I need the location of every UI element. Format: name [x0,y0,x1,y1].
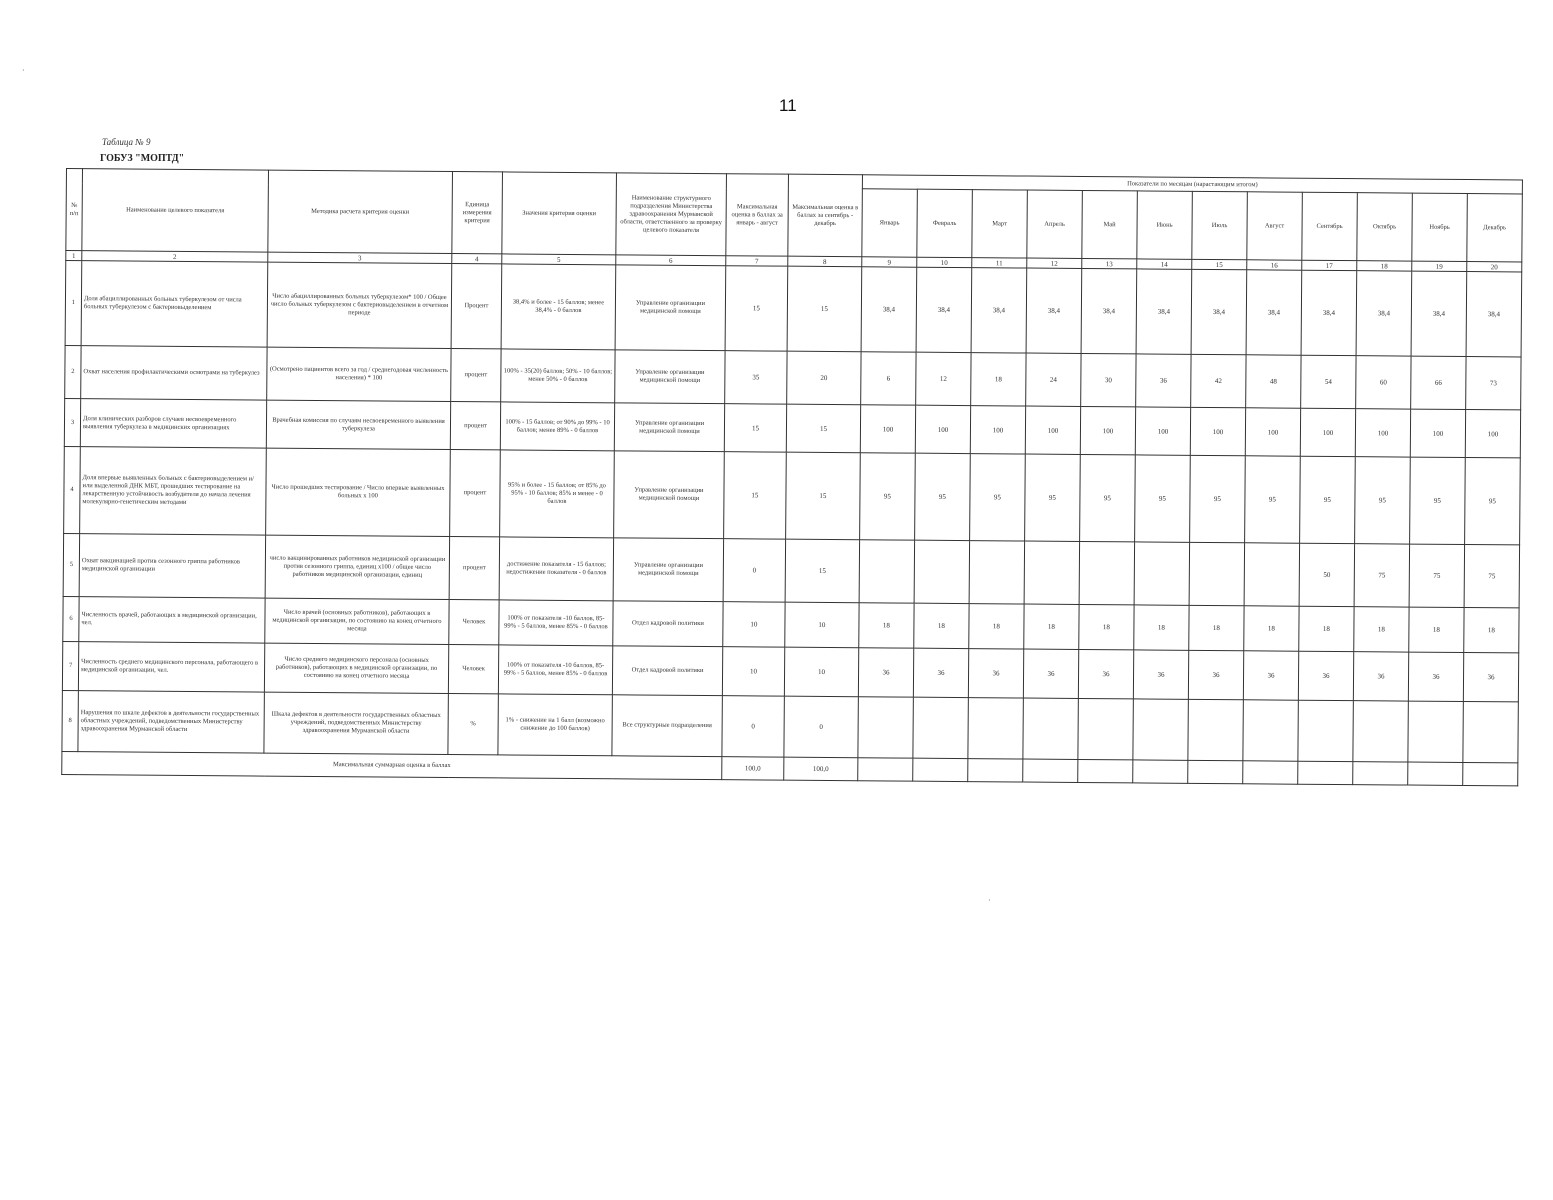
max-score-sep-dec: 15 [786,452,861,540]
indicator-name: Доля клинических разборов случаев несвоевременного выявления туберкулеза в медицинских организациях [80,399,266,448]
header-month-3: Март [972,190,1028,258]
header-num: № п/п [66,169,83,251]
indicator-name: Охват вакцинацией против сезонного гриппа работников медицинской организации [79,534,265,598]
month-value [1298,700,1353,761]
header-month-4: Апрель [1027,190,1083,258]
total-month-empty [1463,762,1518,785]
month-value [1189,542,1244,605]
table-body [62,261,1522,786]
indicators-sheet [61,168,1522,786]
month-value: 100 [860,405,915,453]
month-value: 73 [1466,357,1521,410]
scan-speck: · [988,896,991,905]
month-value: 36 [1243,651,1298,700]
responsible-department: Управление организации медицинской помощи [613,538,723,602]
month-value: 18 [1079,604,1134,649]
calculation-method: Число среднего медицинского персонала (основных работников), работающих в медицинской организации, по состоянию на конец отчетного месяца [264,643,448,693]
column-number: 9 [862,257,917,267]
month-value: 100 [915,405,970,453]
indicator-name: Доля абациллированных больных туберкулезом от числа больных туберкулезом с бактериовыделением [81,261,268,347]
month-value: 36 [1463,652,1518,701]
month-value: 38,4 [1356,271,1412,356]
month-value: 95 [1300,456,1356,543]
month-value: 36 [1136,354,1191,407]
calculation-method: число вакцинированных работников медицинской организации против сезонного гриппа, единиц x100 / общее число работников медицинской организации, единиц [265,535,449,599]
month-value: 18 [1299,606,1354,651]
month-value [1134,542,1189,605]
column-number: 14 [1137,259,1192,269]
criterion-values: 1% - снижение на 1 балл (возможно снижение до 100 баллов) [498,694,612,756]
header-month-12: Декабрь [1467,194,1523,262]
header-month-7: Июль [1192,191,1248,259]
month-value [1408,701,1463,762]
month-value: 100 [1135,407,1190,455]
column-number: 7 [726,256,788,266]
row-num: 7 [62,641,78,690]
month-value: 18 [859,603,914,648]
indicators-table [61,168,1523,786]
total-month-empty [1298,761,1353,784]
responsible-department: Управление организации медицинской помощи [614,451,725,539]
month-value [913,697,968,758]
column-number: 15 [1192,259,1247,269]
month-value: 18 [1464,607,1519,652]
month-value: 30 [1081,353,1136,406]
header-name: Наименование целевого показателя [82,169,269,252]
column-number: 11 [972,258,1027,268]
month-value [1353,701,1408,762]
total-month-empty [1188,760,1243,783]
month-value: 18 [1244,606,1299,651]
month-value: 100 [1080,406,1135,454]
month-value: 6 [861,352,916,405]
criterion-values: 100% - 35(20) баллов; 50% - 10 баллов; менее 50% - 0 баллов [501,349,615,403]
total-month-empty [1133,760,1188,783]
responsible-department: Управление организации медицинской помощи [615,265,726,351]
month-value: 38,4 [1246,270,1302,355]
row-num: 5 [63,533,79,596]
month-value: 100 [970,406,1025,454]
header-months-group: Показатели по месяцам (нарастающим итогом) [862,175,1522,194]
month-value: 38,4 [861,267,917,352]
month-value: 100 [1410,409,1465,457]
column-number: 16 [1247,260,1302,270]
header-month-1: Январь [862,189,918,257]
month-value: 36 [1188,650,1243,699]
row-num: 4 [64,446,81,533]
scan-speck: · [22,66,25,75]
total-month-empty [1353,762,1408,785]
indicator-name: Нарушения по шкале дефектов в деятельности государственных областных учреждений, подведомственных Министерству здравоохранения Мурманской области [78,691,264,753]
column-number: 10 [917,257,972,267]
row-num: 3 [64,398,80,446]
column-number: 1 [66,251,82,261]
month-value [1024,541,1079,604]
responsible-department: Отдел кадровой политики [613,601,723,647]
header-month-8: Август [1247,192,1303,260]
row-num: 1 [65,261,82,346]
total-month-empty [1078,759,1133,782]
month-value [1133,699,1188,760]
month-value: 54 [1301,355,1356,408]
month-value [1023,698,1078,759]
month-value: 36 [1353,652,1408,701]
calculation-method: Шкала дефектов в деятельности государственных областных учреждений, подведомственных Министерству здравоохранения Мурманской области [264,692,448,754]
unit: Человек [449,600,499,645]
month-value [859,540,914,603]
max-score-sep-dec: 10 [785,602,859,648]
criterion-values: 100% от показателя -10 баллов, 85-99% - 5 баллов, менее 85% - 0 баллов [499,600,613,646]
criterion-values: 38,4% и более - 15 баллов; менее 38,4% - 0 баллов [501,264,616,350]
month-value: 36 [1078,649,1133,698]
month-value [1188,699,1243,760]
responsible-department: Управление организации медицинской помощи [614,403,724,452]
month-value [1078,698,1133,759]
month-value [1463,701,1518,762]
criterion-values: 100% - 15 баллов; от 90% до 99% - 10 баллов; менее 89% - 0 баллов [500,402,614,451]
header-max-sep-dec: Максимальная оценка в баллах за сентябрь - декабрь [788,174,863,257]
max-score-sep-dec: 10 [784,647,858,697]
row-num: 6 [63,596,79,641]
month-value: 36 [1133,650,1188,699]
column-number: 3 [268,252,452,263]
header-unit: Единица измерения критерия [452,172,503,254]
month-value: 95 [1025,454,1081,541]
header-month-10: Октябрь [1357,193,1413,261]
month-value: 66 [1411,356,1466,409]
criterion-values: достижение показателя - 15 баллов; недостижение показателя - 0 баллов [499,537,613,601]
table-row [63,533,1519,607]
max-score-sep-dec: 0 [784,696,858,758]
month-value: 95 [1080,454,1136,541]
unit: Процент [451,264,502,349]
month-value [914,540,969,603]
total-month-empty [858,758,913,781]
month-value: 95 [1245,456,1301,543]
month-value: 18 [969,604,1024,649]
month-value: 18 [1134,605,1189,650]
month-value: 75 [1354,544,1409,607]
month-value: 95 [860,453,916,540]
month-value [968,698,1023,759]
header-month-2: Февраль [917,189,973,257]
month-value: 100 [1465,410,1520,458]
column-number: 19 [1412,261,1467,271]
max-score-jan-aug: 0 [723,539,785,602]
row-num: 2 [65,345,81,398]
max-score-jan-aug: 10 [723,602,785,647]
header-month-9: Сентябрь [1302,192,1358,260]
month-value: 38,4 [971,268,1027,353]
criterion-values: 95% и более - 15 баллов; от 85% до 95% - 10 баллов; 85% и менее - 0 баллов [500,450,615,538]
month-value: 38,4 [1136,269,1192,354]
month-value: 18 [1189,605,1244,650]
total-label: Максимальная суммарная оценка в баллах [62,751,722,779]
unit: процент [451,349,501,402]
page-number: 11 [779,96,797,115]
month-value: 24 [1026,353,1081,406]
indicator-name: Доля впервые выявленных больных с бактериовыделением и/или выделенной ДНК МБТ, прошедших тестирование на лекарственную устойчивость возбудителя до начала лечения молекулярно-генетическим методами [80,447,267,535]
month-value: 95 [1465,457,1521,544]
unit: процент [449,537,499,600]
month-value: 36 [1298,651,1353,700]
calculation-method: Число прошедших тестирование / Число впервые выявленных больных x 100 [266,448,451,536]
responsible-department: Управление организации медицинской помощи [615,350,725,404]
month-value [1244,543,1299,606]
max-score-jan-aug: 10 [722,647,784,696]
calculation-method: Число врачей (основных работников), работающих в медицинской организации, по состоянию на конец отчетного месяца [265,598,449,644]
month-value: 18 [1409,607,1464,652]
total-month-empty [913,758,968,781]
max-score-sep-dec: 15 [786,404,860,453]
calculation-method: Число абациллированных больных туберкулезом* 100 / Общее число больных туберкулезом с бактериовыделением в отчетном периоде [267,262,452,348]
month-value: 38,4 [1081,268,1137,353]
column-number: 4 [452,254,502,264]
table-row [62,690,1518,762]
column-number: 2 [82,251,268,262]
header-month-6: Июнь [1137,191,1193,259]
column-number: 12 [1027,258,1082,268]
column-number: 18 [1357,261,1412,271]
total-month-empty [1408,762,1463,785]
month-value: 18 [1354,607,1409,652]
month-value: 36 [968,649,1023,698]
unit: % [448,694,498,755]
total-max1: 100,0 [722,757,784,780]
month-value: 75 [1409,544,1464,607]
month-value: 95 [915,453,971,540]
month-value: 42 [1191,354,1246,407]
month-value: 50 [1299,543,1354,606]
responsible-department: Отдел кадровой политики [612,646,722,696]
month-value: 18 [1024,604,1079,649]
month-value: 38,4 [1466,272,1522,357]
max-score-sep-dec: 15 [785,539,859,603]
month-value: 95 [1410,457,1466,544]
header-dept: Наименование структурного подразделения Министерства здравоохранения Мурманской области, ответственного за проверку целевого показателя [616,173,727,256]
month-value: 38,4 [1411,271,1467,356]
month-value: 18 [971,353,1026,406]
max-score-sep-dec: 15 [787,266,862,352]
max-score-sep-dec: 20 [787,351,861,405]
month-value [1079,541,1134,604]
month-value: 95 [1190,455,1246,542]
header-max-jan-aug: Максимальная оценка в баллах за январь - август [726,174,789,256]
month-value: 38,4 [916,267,972,352]
indicator-name: Охват населения профилактическими осмотрами на туберкулез [81,346,267,400]
month-value [969,541,1024,604]
responsible-department: Все структурные подразделения [612,695,722,757]
header-method: Методика расчета критерия оценки [268,170,453,253]
column-number: 6 [616,255,726,266]
max-score-jan-aug: 0 [722,696,784,757]
total-month-empty [968,759,1023,782]
month-value: 12 [916,352,971,405]
month-value: 38,4 [1026,268,1082,353]
column-number: 5 [502,254,616,265]
header-month-5: Май [1082,190,1138,258]
max-score-jan-aug: 15 [724,452,787,539]
month-value: 36 [913,648,968,697]
month-value: 75 [1464,544,1519,607]
indicator-name: Численность среднего медицинского персонала, работающего в медицинской организации, чел. [78,642,264,692]
month-value: 100 [1190,407,1245,455]
max-score-jan-aug: 15 [725,266,788,351]
month-value: 36 [1408,652,1463,701]
month-value: 38,4 [1301,270,1357,355]
column-number: 17 [1302,260,1357,270]
column-number: 8 [788,256,862,267]
indicator-name: Численность врачей, работающих в медицинской организации, чел. [79,597,265,643]
month-value: 95 [1355,457,1411,544]
month-value: 36 [858,648,913,697]
table-row [64,446,1521,544]
month-value: 100 [1025,406,1080,454]
month-value: 38,4 [1191,269,1247,354]
month-value: 18 [914,603,969,648]
max-score-jan-aug: 35 [725,351,787,404]
column-number: 20 [1467,262,1522,272]
total-max2: 100,0 [784,757,858,781]
header-values: Значения критерия оценки [502,172,617,255]
table-row [65,261,1522,357]
header-month-11: Ноябрь [1412,193,1468,261]
max-score-jan-aug: 15 [724,404,786,452]
month-value: 95 [970,454,1026,541]
month-value: 100 [1245,408,1300,456]
unit: Человек [448,645,498,694]
unit: процент [450,402,500,450]
month-value: 95 [1135,455,1191,542]
total-month-empty [1243,761,1298,784]
month-value: 100 [1300,408,1355,456]
unit: процент [450,450,501,537]
total-month-empty [1023,759,1078,782]
month-value [1243,700,1298,761]
month-value [858,697,913,758]
column-number: 13 [1082,258,1137,268]
calculation-method: Врачебная комиссия по случаям несвоевременного выявления туберкулеза [266,400,450,449]
month-value: 48 [1246,355,1301,408]
table-caption: Таблица № 9 [102,137,151,147]
calculation-method: (Осмотрено пациентов всего за год / среднегодовая численность населения) * 100 [267,347,451,401]
month-value: 36 [1023,649,1078,698]
organization-name: ГОБУЗ "МОПТД" [100,153,185,164]
month-value: 100 [1355,409,1410,457]
month-value: 60 [1356,356,1411,409]
row-num: 8 [62,690,78,751]
criterion-values: 100% от показателя -10 баллов, 85-99% - 5 баллов, менее 85% - 0 баллов [498,645,612,695]
